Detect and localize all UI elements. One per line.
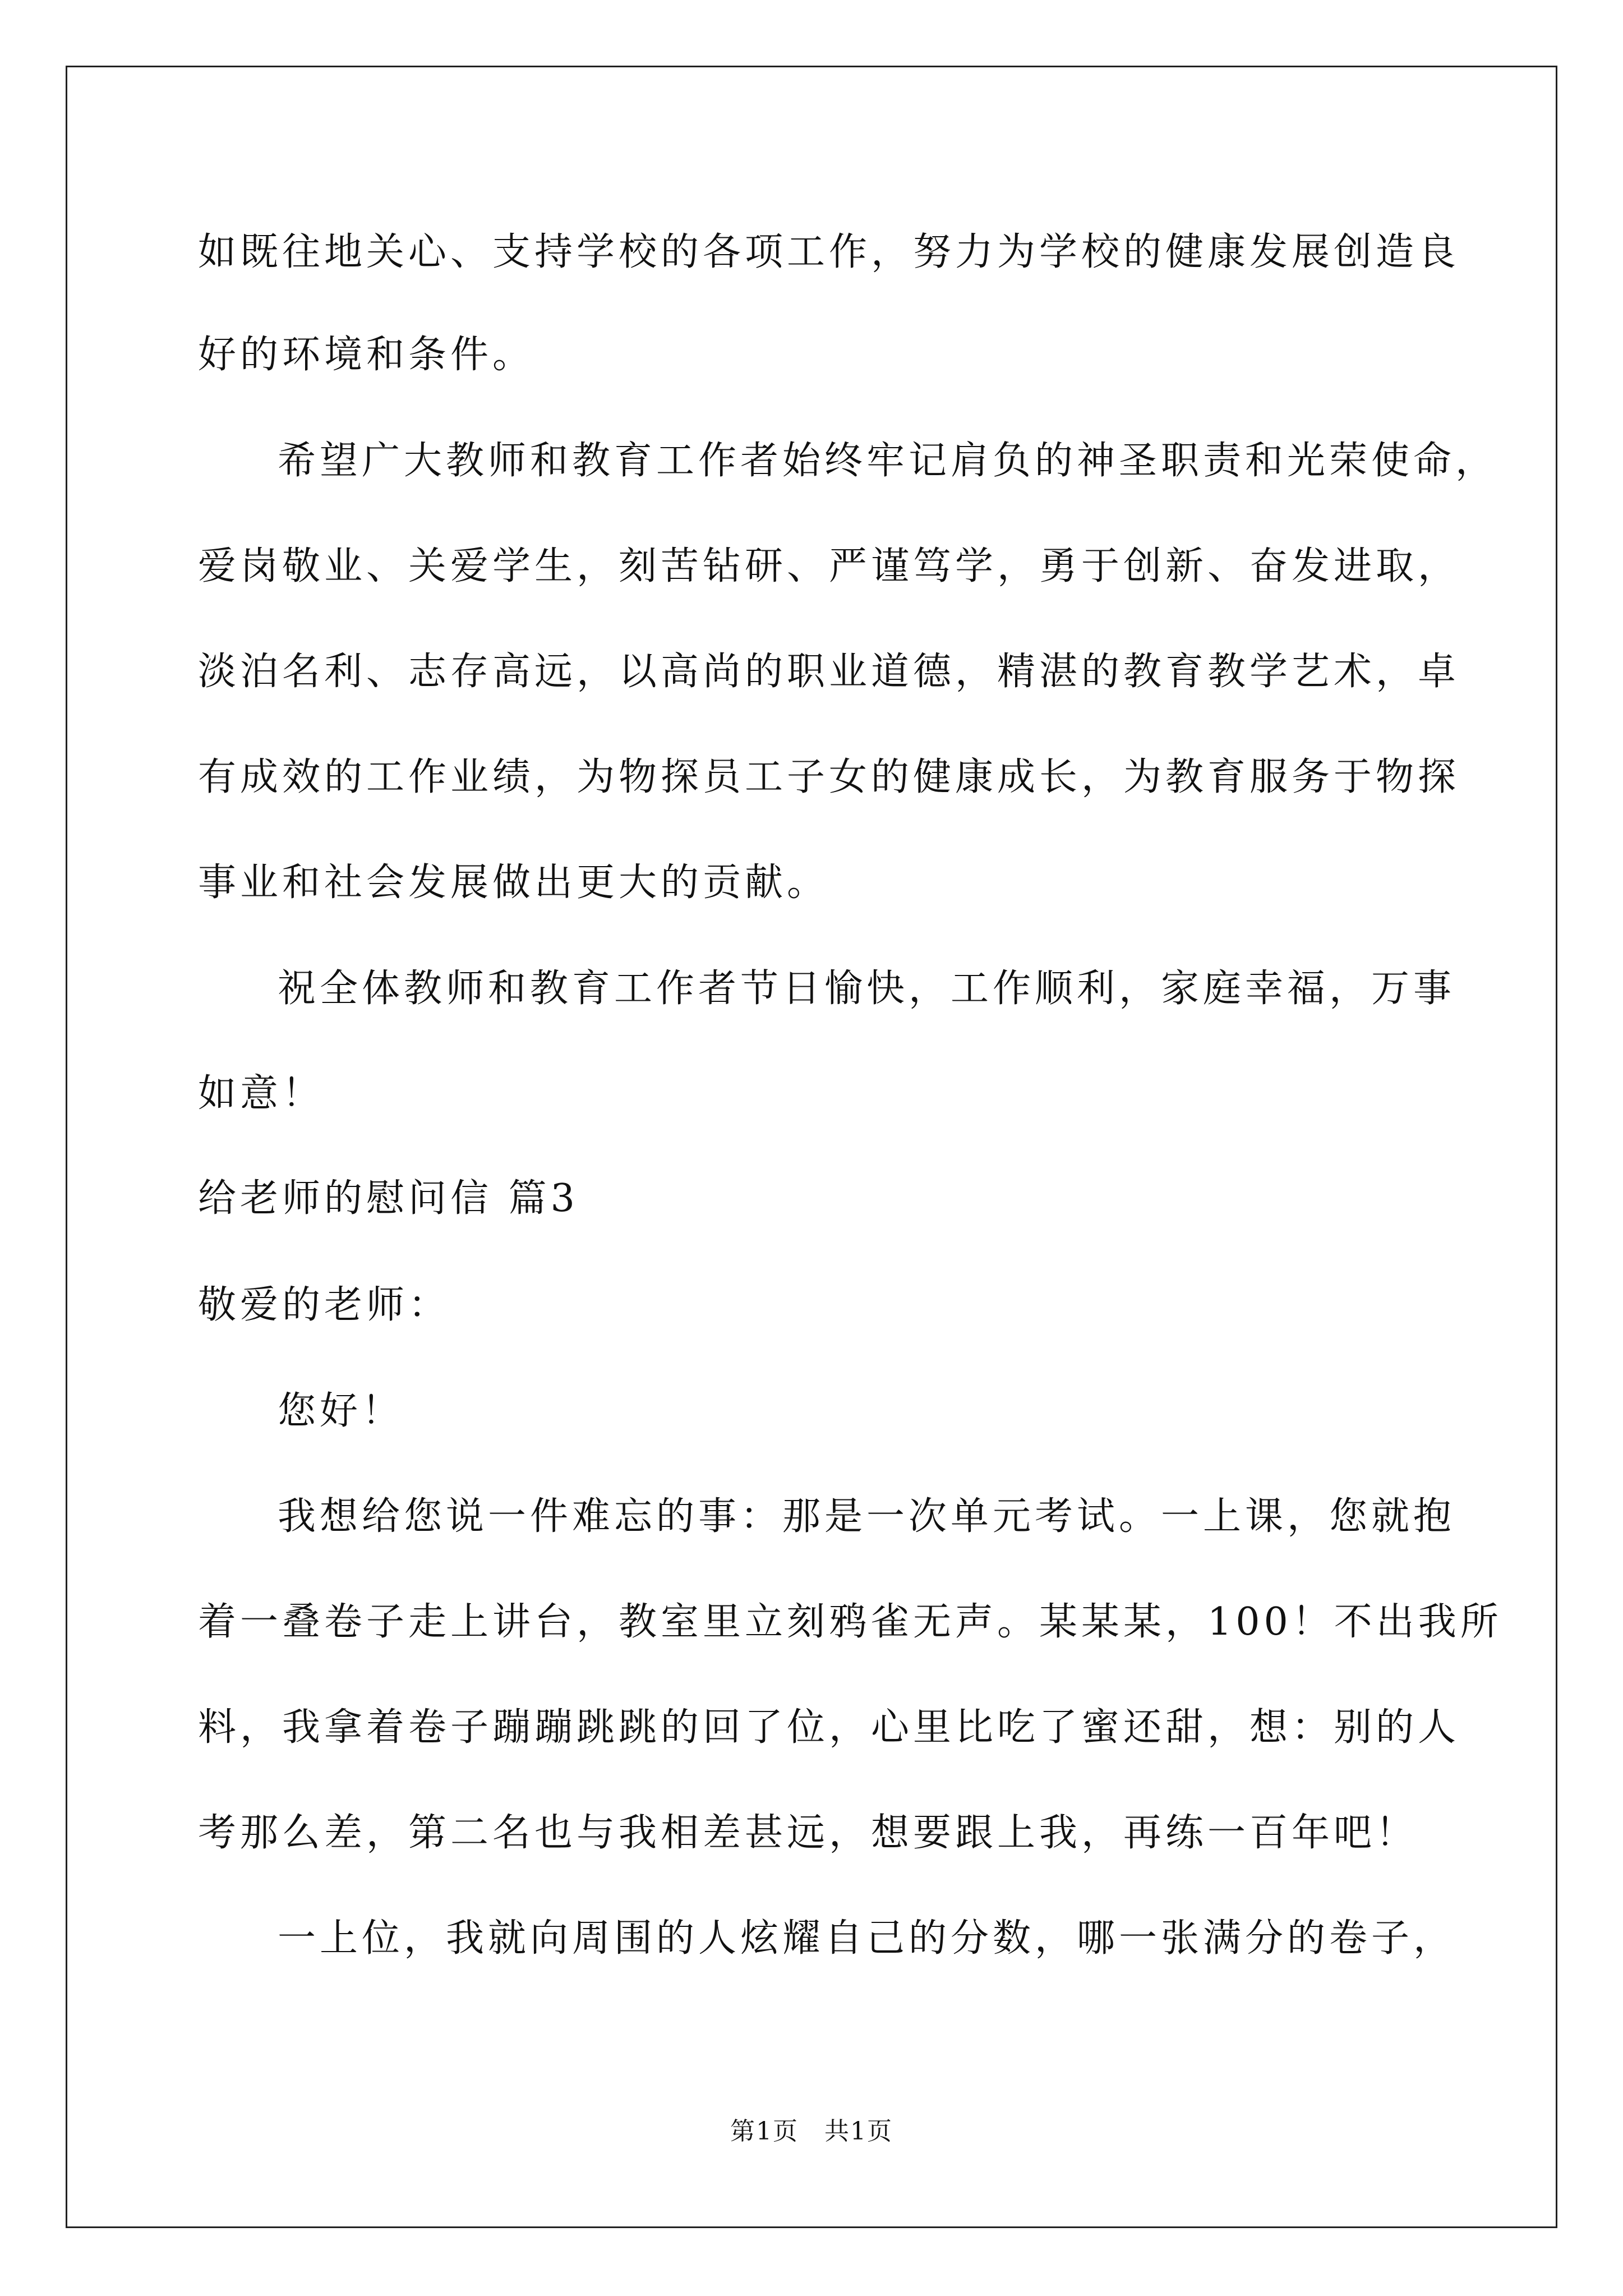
paragraph-start-line: 希望广大教师和教育工作者始终牢记肩负的神圣职责和光荣使命， xyxy=(278,439,1498,483)
text-line: 事业和社会发展做出更大的贡献。 xyxy=(198,861,829,905)
page-footer: 第1页 共1页 xyxy=(730,2117,893,2146)
text-line: 考那么差，第二名也与我相差甚远，想要跟上我，再练一百年吧！ xyxy=(198,1811,1418,1855)
paragraph-start-line: 一上位，我就向周围的人炫耀自己的分数，哪一张满分的卷子， xyxy=(278,1916,1456,1961)
text-line: 有成效的工作业绩，为物探员工子女的健康成长，为教育服务于物探 xyxy=(198,755,1460,799)
greeting: 您好！ xyxy=(278,1389,404,1433)
section-heading: 给老师的慰问信 篇3 xyxy=(198,1176,579,1221)
paragraph-start-line: 我想给您说一件难忘的事：那是一次单元考试。一上课，您就抱 xyxy=(278,1494,1456,1539)
text-line: 料，我拿着卷子蹦蹦跳跳的回了位，心里比吃了蜜还甜，想：别的人 xyxy=(198,1705,1460,1750)
page-border xyxy=(66,66,1557,2228)
text-line: 如既往地关心、支持学校的各项工作，努力为学校的健康发展创造良 xyxy=(198,230,1460,274)
text-line: 着一叠卷子走上讲台，教室里立刻鸦雀无声。某某某，100！不出我所 xyxy=(198,1600,1502,1644)
text-line: 如意！ xyxy=(198,1071,325,1116)
text-line: 爱岗敬业、关爱学生，刻苦钻研、严谨笃学，勇于创新、奋发进取， xyxy=(198,544,1460,588)
paragraph-start-line: 祝全体教师和教育工作者节日愉快，工作顺利，家庭幸福，万事 xyxy=(278,967,1456,1011)
salutation: 敬爱的老师： xyxy=(198,1283,451,1327)
text-line: 好的环境和条件。 xyxy=(198,333,535,377)
text-line: 淡泊名利、志存高远，以高尚的职业道德，精湛的教育教学艺术，卓 xyxy=(198,650,1460,694)
